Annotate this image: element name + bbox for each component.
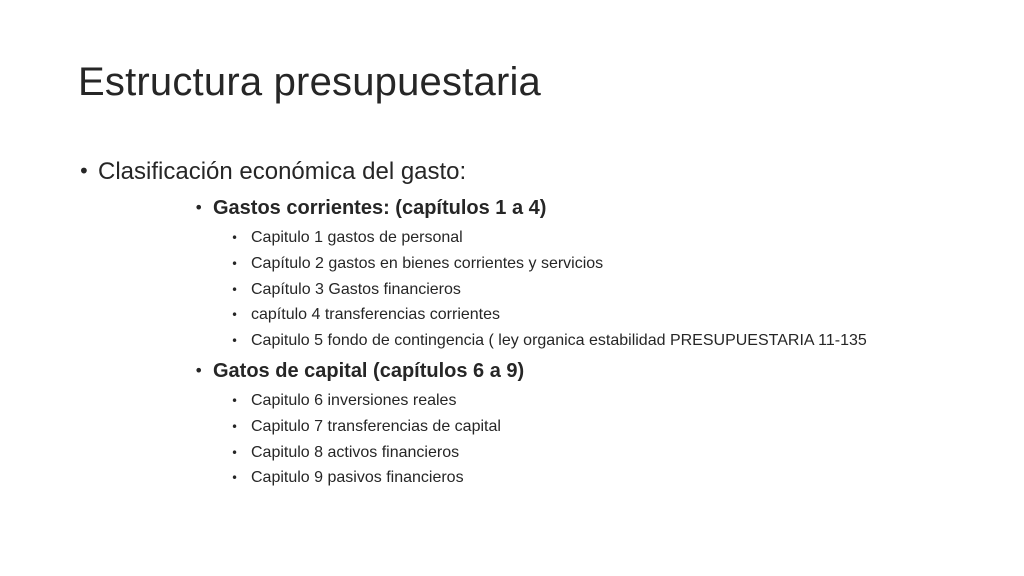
bullet-text: Clasificación económica del gasto: bbox=[98, 158, 467, 185]
section-heading-text: Gastos corrientes: (capítulos 1 a 4) bbox=[213, 197, 547, 219]
list-item bbox=[231, 332, 867, 350]
bullet-dot-icon: • bbox=[194, 361, 204, 380]
bullet-dot-icon: • bbox=[231, 334, 239, 348]
bullet-dot-icon: • bbox=[231, 420, 239, 434]
bullet-dot-icon: • bbox=[231, 394, 239, 408]
bullet-dot-icon: • bbox=[231, 471, 239, 485]
bullet-dot-icon: • bbox=[231, 308, 239, 322]
list-item bbox=[231, 444, 460, 462]
list-item-text: Capitulo 5 fondo de contingencia ( ley organica estabilidad PRESUPUESTARIA 11-135 bbox=[251, 332, 867, 349]
list-item-text: Capitulo 7 transferencias de capital bbox=[251, 418, 501, 435]
list-item-text: capítulo 4 transferencias corrientes bbox=[251, 306, 501, 323]
slide-title: Estructura presupuestaria bbox=[78, 60, 542, 104]
section-heading bbox=[194, 197, 547, 220]
list-item-text: Capítulo 3 Gastos financieros bbox=[251, 281, 461, 298]
bullet-dot-icon: • bbox=[231, 446, 239, 460]
bullet-dot-icon: • bbox=[231, 257, 239, 271]
list-item bbox=[231, 306, 501, 324]
list-item bbox=[231, 255, 604, 273]
bullet-dot-icon: • bbox=[231, 231, 239, 245]
section-heading bbox=[194, 360, 525, 383]
list-item bbox=[231, 392, 457, 410]
section-heading-text: Gatos de capital (capítulos 6 a 9) bbox=[213, 360, 525, 382]
list-item-text: Capitulo 1 gastos de personal bbox=[251, 229, 463, 246]
list-item-text: Capitulo 8 activos financieros bbox=[251, 444, 460, 461]
bullet-dot-icon: • bbox=[78, 159, 90, 183]
bullet-dot-icon: • bbox=[194, 198, 204, 217]
list-item-text: Capitulo 9 pasivos financieros bbox=[251, 469, 464, 486]
list-item-text: Capitulo 6 inversiones reales bbox=[251, 392, 457, 409]
list-item bbox=[231, 229, 463, 247]
bullet-dot-icon: • bbox=[231, 283, 239, 297]
list-item bbox=[231, 418, 501, 436]
list-item bbox=[231, 281, 461, 299]
bullet-level1 bbox=[78, 158, 467, 186]
list-item-text: Capítulo 2 gastos en bienes corrientes y servicios bbox=[251, 255, 604, 272]
list-item bbox=[231, 469, 464, 487]
